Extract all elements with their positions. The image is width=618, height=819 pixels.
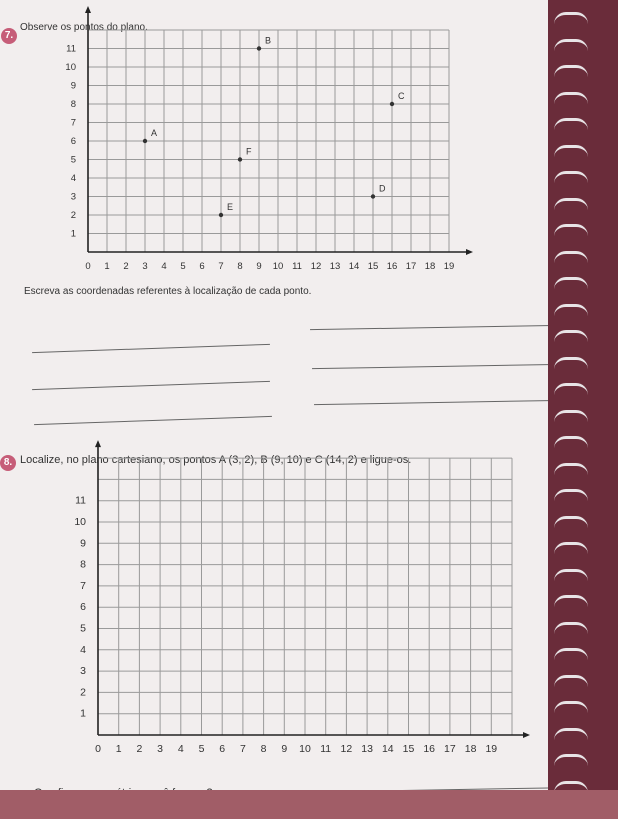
- y-tick-label: 6: [70, 136, 76, 147]
- point-label-e: E: [227, 202, 234, 212]
- x-tick-label: 1: [115, 743, 122, 755]
- x-tick-label: 6: [219, 743, 226, 755]
- binding-coil: [554, 39, 588, 51]
- y-axis-arrow: [85, 6, 91, 13]
- x-tick-label: 12: [310, 261, 322, 272]
- binding-coil: [554, 92, 588, 104]
- y-tick-label: 10: [74, 516, 86, 528]
- x-tick-label: 10: [272, 261, 284, 272]
- binding-coil: [554, 410, 588, 422]
- spiral-binding: [548, 0, 618, 819]
- x-tick-label: 2: [123, 261, 129, 272]
- binding-coil: [554, 701, 588, 713]
- y-tick-label: 8: [80, 558, 86, 571]
- coordinate-plane-q7: [0, 0, 548, 300]
- y-tick-label: 9: [80, 537, 86, 550]
- binding-coil: [554, 357, 588, 369]
- point-label-a: A: [151, 128, 158, 138]
- x-tick-label: 2: [136, 743, 143, 755]
- y-tick-label: 7: [80, 579, 86, 592]
- binding-coil: [554, 118, 588, 130]
- binding-coil: [554, 648, 588, 660]
- y-axis-arrow: [95, 440, 101, 447]
- x-tick-label: 9: [256, 261, 262, 272]
- binding-coil: [554, 463, 588, 475]
- x-tick-label: 9: [281, 743, 288, 755]
- answer-line[interactable]: [34, 416, 272, 425]
- x-tick-label: 4: [161, 261, 167, 272]
- x-tick-label: 10: [299, 743, 311, 755]
- x-tick-label: 0: [95, 743, 101, 755]
- y-tick-label: 9: [70, 80, 76, 92]
- x-tick-label: 18: [424, 261, 436, 272]
- x-tick-label: 8: [260, 743, 267, 755]
- x-tick-label: 8: [237, 261, 243, 272]
- binding-coil: [554, 12, 588, 24]
- coordinate-plane-q8: [0, 440, 548, 760]
- binding-coil: [554, 754, 588, 766]
- x-tick-label: 5: [180, 261, 186, 272]
- point-b: [257, 46, 261, 50]
- binding-coil: [554, 516, 588, 528]
- x-tick-label: 16: [386, 261, 398, 272]
- x-tick-label: 16: [423, 743, 436, 755]
- point-label-c: C: [398, 91, 405, 101]
- binding-coil: [554, 277, 588, 289]
- binding-coil: [554, 251, 588, 263]
- x-tick-label: 1: [104, 261, 110, 272]
- binding-coil: [554, 622, 588, 634]
- y-tick-label: 5: [80, 622, 86, 635]
- x-tick-label: 13: [329, 261, 341, 272]
- point-label-b: B: [265, 35, 272, 46]
- x-tick-label: 17: [444, 743, 456, 755]
- y-tick-label: 10: [65, 62, 76, 73]
- question-7-number: 7.: [1, 28, 17, 44]
- binding-coil: [554, 675, 588, 687]
- x-tick-label: 14: [381, 743, 394, 755]
- question-8-number: 8.: [0, 455, 16, 471]
- binding-coil: [554, 728, 588, 740]
- binding-coil: [554, 595, 588, 607]
- binding-coil: [554, 436, 588, 448]
- x-tick-label: 11: [320, 743, 332, 755]
- point-label-f: F: [246, 146, 252, 157]
- point-e: [219, 213, 223, 217]
- point-f: [238, 157, 242, 161]
- y-tick-label: 1: [70, 228, 76, 240]
- x-tick-label: 18: [464, 743, 477, 755]
- binding-coil: [554, 145, 588, 157]
- binding-coil: [554, 224, 588, 236]
- x-tick-label: 15: [402, 743, 415, 755]
- y-tick-label: 5: [70, 154, 76, 166]
- point-d: [371, 194, 375, 198]
- y-tick-label: 6: [80, 601, 86, 614]
- answer-line[interactable]: [32, 381, 270, 390]
- y-tick-label: 1: [80, 707, 86, 720]
- x-tick-label: 13: [361, 743, 373, 755]
- binding-coil: [554, 383, 588, 395]
- binding-coil: [554, 304, 588, 316]
- binding-coil: [554, 569, 588, 581]
- binding-coil: [554, 489, 588, 501]
- point-label-d: D: [379, 183, 386, 194]
- x-tick-label: 6: [199, 261, 205, 272]
- x-tick-label: 14: [348, 261, 360, 272]
- y-tick-label: 8: [70, 99, 76, 110]
- question-7-prompt: Observe os pontos do plano.: [20, 22, 148, 33]
- x-tick-label: 5: [198, 743, 205, 755]
- x-tick-label: 15: [367, 261, 379, 272]
- answer-line[interactable]: [312, 364, 562, 369]
- x-tick-label: 12: [340, 743, 353, 755]
- x-tick-label: 19: [443, 261, 455, 272]
- point-c: [390, 102, 394, 106]
- binding-coil: [554, 171, 588, 183]
- y-tick-label: 3: [70, 191, 76, 203]
- answer-line[interactable]: [32, 344, 270, 353]
- x-tick-label: 7: [239, 743, 246, 755]
- x-axis-arrow: [523, 732, 530, 738]
- y-tick-label: 11: [75, 494, 86, 507]
- table-surface: [0, 790, 618, 819]
- binding-coil: [554, 330, 588, 342]
- y-tick-label: 4: [70, 173, 76, 184]
- y-tick-label: 11: [66, 43, 76, 55]
- y-tick-label: 2: [80, 686, 86, 699]
- question-8-prompt: Localize, no plano cartesiano, os pontos A (3, 2), B (9, 10) e C (14, 2) e ligue-os.: [20, 454, 412, 466]
- point-a: [143, 139, 147, 143]
- answer-line[interactable]: [310, 325, 560, 330]
- x-tick-label: 3: [157, 743, 164, 755]
- x-tick-label: 19: [485, 743, 498, 755]
- x-tick-label: 4: [177, 743, 184, 755]
- x-tick-label: 0: [85, 261, 91, 272]
- x-tick-label: 17: [405, 261, 417, 272]
- y-tick-label: 4: [80, 643, 86, 656]
- question-7-instruction: Escreva as coordenadas referentes à localização de cada ponto.: [24, 286, 312, 297]
- y-tick-label: 7: [70, 117, 76, 129]
- answer-line[interactable]: [314, 400, 564, 405]
- y-tick-label: 3: [80, 665, 86, 678]
- x-tick-label: 11: [292, 261, 302, 272]
- binding-coil: [554, 65, 588, 77]
- y-tick-label: 2: [70, 210, 76, 221]
- x-tick-label: 3: [142, 261, 148, 272]
- binding-coil: [554, 198, 588, 210]
- binding-coil: [554, 542, 588, 554]
- x-tick-label: 7: [218, 261, 224, 272]
- x-axis-arrow: [466, 249, 473, 255]
